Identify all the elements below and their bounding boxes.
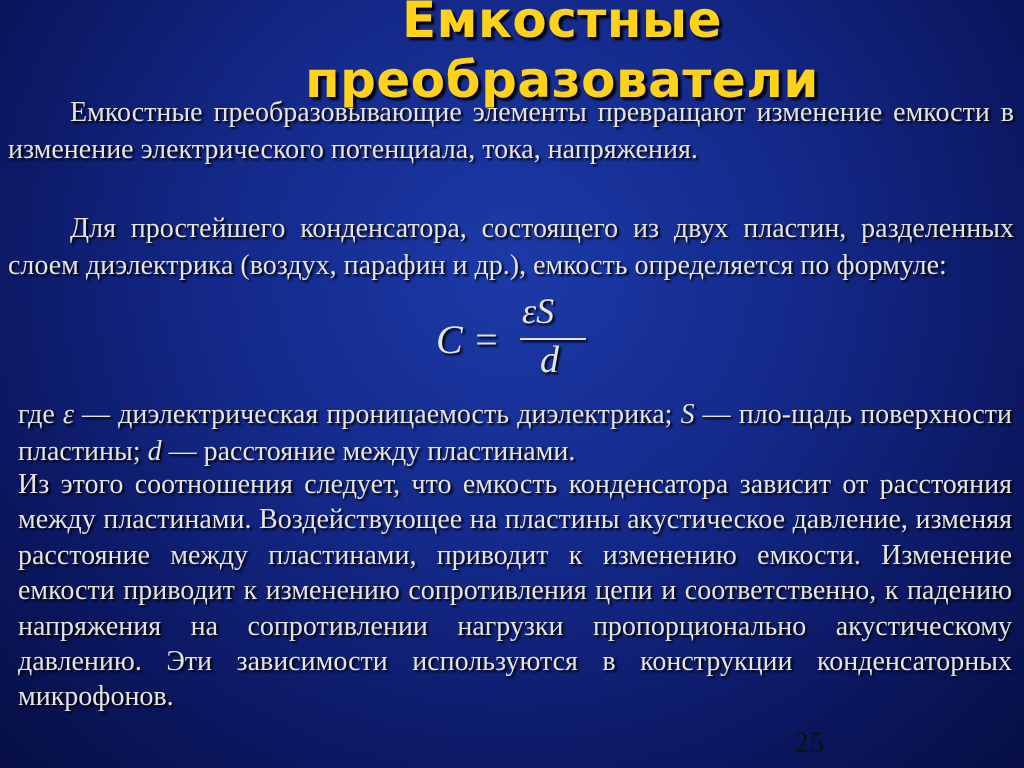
- formula-lhs: C =: [436, 317, 500, 362]
- symbol-d: d: [147, 436, 162, 467]
- formula-denominator: d: [540, 339, 559, 381]
- definitions-part2: — диэлектрическая проницаемость диэлектрика;: [73, 399, 681, 430]
- slide-number: 25: [794, 726, 824, 759]
- capacitance-formula: [436, 291, 596, 382]
- symbol-s: S: [680, 399, 695, 430]
- definitions-part3: — пло-щадь поверхности пластины;: [18, 399, 1013, 467]
- definitions-part4: — расстояние между пластинами.: [161, 436, 576, 467]
- formula-numerator: εS: [522, 291, 555, 331]
- slide-title-line2: преобразователи: [305, 51, 819, 109]
- slide-title-line1: Емкостные: [401, 0, 723, 49]
- paragraph-capacitor: Для простейшего конденсатора, состоящего из двух пластин, разделенных слоем диэлектрика (воздух, парафин и др.), емкость определяется по формуле:: [8, 213, 1014, 281]
- paragraph-conclusion: Из этого соотношения следует, что емкость конденсатора зависит от расстояния между пластинами. Воздействующее на пластины акустическое давление, изменяя расстояние между пластинами, приводит к изменению емкости. Изменение емкости приводит к изменению сопротивления цепи и соответственно, к падению напряжения на сопротивлении нагрузки пропорционально акустическому давлению. Эти зависимости используются в конструкции конденсаторных микрофонов.: [18, 469, 1012, 713]
- paragraph-intro: Емкостные преобразовывающие элементы превращают изменение емкости в изменение электрического потенциала, тока, напряжения.: [8, 97, 1014, 165]
- definitions-part1: где: [18, 399, 63, 430]
- paragraph-definitions: [18, 396, 1012, 470]
- symbol-epsilon: ε: [62, 399, 74, 430]
